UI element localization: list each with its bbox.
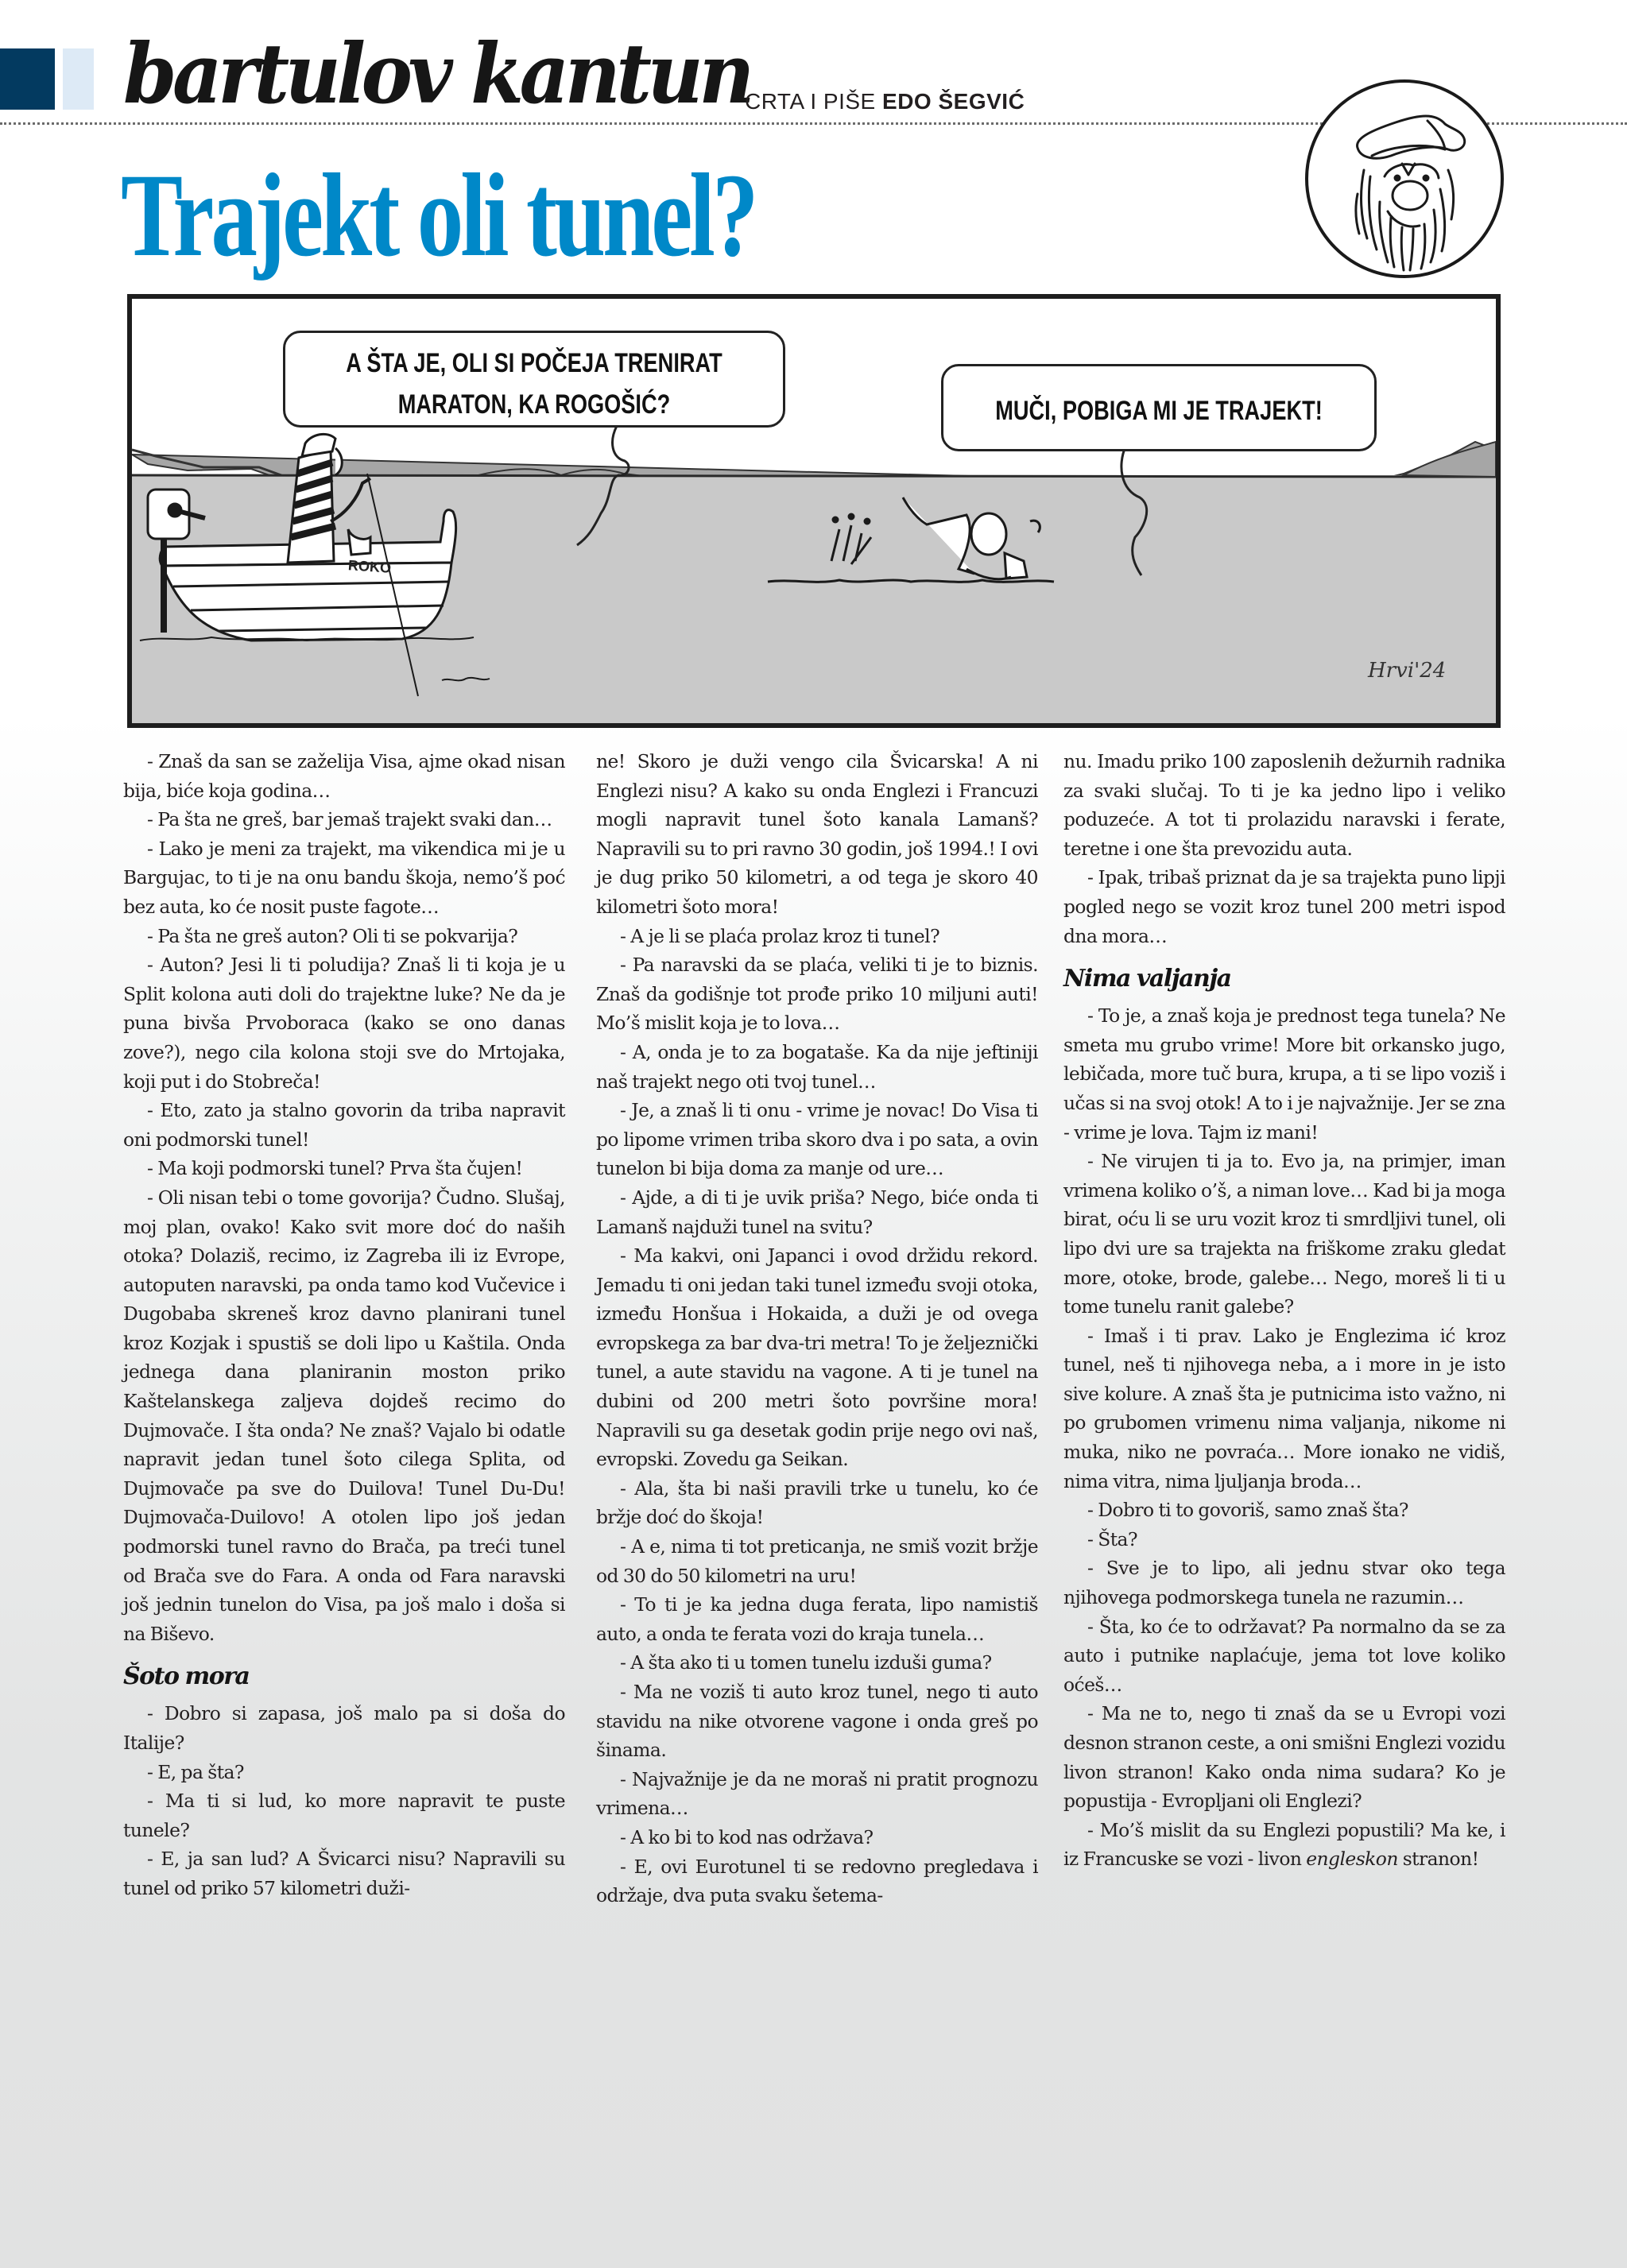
section-color-block-dark [0,48,55,110]
paragraph: - A šta ako ti u tomen tunelu izduši guma? [620,1651,992,1674]
paragraph: - Ma ne voziš ti auto kroz tunel, nego ti auto stavidu na nike otvorene vagone i onda greš po šinama. [596,1681,1038,1762]
article-column-2 [596,747,1038,1910]
paragraph: - Najvažnije je da ne moraš ni pratit prognozu vrimena… [596,1767,1038,1820]
speech-line-1: MUČI, POBIGA MI JE TRAJEKT! [995,396,1323,426]
paragraph-continued: nu. Imadu priko 100 zaposlenih dežurnih radnika za svaki slučaj. To ti je ka jedno lipo i veliko poduzeće. A tot ti prolazidu naravski i ferate, teretne i one šta prevozidu auta. [1063,750,1505,860]
paragraph: - Ma ne to, nego ti znaš da se u Evropi vozi desnon stranon ceste, a oni smišni Englezi vozidu livon stranon! Kako onda nima sudara? Ko je popustija - Evropljani oli Englezi? [1063,1702,1505,1813]
columnist-avatar [1305,79,1504,278]
section-title: bartulov kantun [123,25,751,122]
paragraph: - Ma koji podmorski tunel? Prva šta čujen! [147,1157,523,1180]
paragraph-text: stranon! [1397,1848,1479,1871]
byline [745,90,1025,114]
paragraph: - Znaš da san se zaželija Visa, ajme okad nisan bija, biće koja godina… [123,750,565,802]
paragraph: - E, pa šta? [147,1760,244,1783]
paragraph: - Ipak, tribaš priznat da je sa trajekta puno lipji pogled nego se vozit kroz tunel 200 metri ispod dna mora… [1063,866,1505,947]
speech-line-2: MARATON, KA ROGOŠIĆ? [397,389,671,420]
paragraph: - Ne virujen ti ja to. Evo ja, na primjer, iman vrimena koliko o’š, a niman love… Kad bi ja moga birat, oću li se uru vozit kroz ti smrdljivi tunel, oli lipo dvi ure sa trajekta na friškome zraku gledat more, otoke, brode, galebe… Nego, moreš li ti u tome tunelu ranit galebe? [1063,1150,1505,1318]
paragraph: - Imaš i ti prav. Lako je Englezima ić kroz tunel, neš ti njihovega neba, a i more in je isto sive kolure. A znaš šta je putnicima isto važno, ni po grubomen vrimenu nima valjanja, nikome ni muka, niko ne povraća… More ionako ne vidiš, nima vitra, nima ljuljanja broda… [1063,1324,1505,1492]
paragraph-emphasis: engleskon [1306,1848,1398,1871]
byline-author: EDO ŠEGVIĆ [882,89,1025,114]
paragraph: - Ma kakvi, oni Japanci i ovod držidu rekord. Jemadu ti oni jedan taki tunel između svoji otoka, između Honšua i Hokaida, a duži je od ovega evropskega za bar dva-tri metra! To je željeznički tunel, a aute stavidu na vagone. A ti je tunel na dubini od 200 metri šoto površine mora! Napravili su ga desetak godin prije nego ovi naš, evropski. Zovedu ga Seikan. [596,1244,1038,1471]
speech-line-1: A ŠTA JE, OLI SI POČEJA TRENIRAT [346,348,722,378]
paragraph: - Pa naravski da se plaća, veliki ti je to biznis. Znaš da godišnje tot prođe priko 10 miljuni auti! Mo’š mislit koja je to lova… [596,954,1038,1035]
section-color-block-light [63,48,94,110]
cartoon-panel [127,294,1501,728]
speech-bubble-swimmer [941,364,1377,451]
paragraph: - E, ja san lud? A Švicarci nisu? Napravili su tunel od priko 57 kilometri duži- [123,1848,565,1899]
paragraph: - Ma ti si lud, ko more napravit te puste tunele? [123,1790,565,1841]
bearded-fisherman-portrait-icon [1308,83,1504,278]
subheading: Nima valjanja [1063,965,1231,993]
paragraph: - Ala, šta bi naši pravili trke u tunelu, ko će bržje doć do škoja! [596,1477,1038,1529]
paragraph: - Dobro si zapasa, još malo pa si doša do Italije? [123,1702,565,1754]
paragraph: - Šta? [1087,1527,1137,1550]
paragraph: - Pa šta ne greš auton? Oli ti se pokvarija? [147,924,518,947]
speech-bubble-fisherman [283,331,785,428]
paragraph: - To ti je ka jedna duga ferata, lipo namistiš auto, a onda te ferata vozi do kraja tunela… [596,1593,1038,1645]
paragraph: - Eto, zato ja stalno govorin da triba napravit oni podmorski tunel! [123,1099,565,1151]
paragraph: - Šta, ko će to održavat? Pa normalno da se za auto i putnike naplaćuje, jema tot love koliko oćeš… [1063,1615,1505,1696]
byline-role: CRTA I PIŠE [745,89,876,114]
paragraph: - A e, nima ti tot preticanja, ne smiš vozit bržje od 30 do 50 kilometri na uru! [596,1535,1038,1587]
paragraph: - Oli nisan tebi o tome govorija? Čudno. Slušaj, moj plan, ovako! Kako svit more doć do naših otoka? Dolaziš, recimo, iz Zagreba ili iz Evrope, autoputen naravski, pa onda tamo kod Vučevice i Dugobaba skreneš kroz davno planirani tunel kroz Kozjak i spustiš se doli lipo u Kaštila. Onda jednega dana planiranin moston priko Kaštelanskega zaljeva dojdeš recimo do Dujmovače. I šta onda? Ne znaš? Vajalo bi odatle napravit jedan tunel šoto cilega Splita, od Dujmovače pa sve do Duilova! Tunel Du-Du! Dujmovača-Duilovo! A otolen lipo još jedan podmorski tunel ravno do Brača, pa treći tunel od Brača sve do Fara. A onda od Fara naravski još jednin tunelon do Visa, pa još malo i doša si na Biševo. [123,1186,565,1645]
article-column-3 [1063,747,1505,1874]
paragraph: - Lako je meni za trajekt, ma vikendica mi je u Bargujac, to ti je na onu bandu škoja, nemo’š poć bez auta, ko će nosit puste fagote… [123,837,565,918]
boat-name-label: ROKO [347,557,392,576]
paragraph: - A ko bi to kod nas održava? [620,1825,874,1848]
headline: Trajekt oli tunel? [121,149,756,281]
artist-signature: Hrvi'24 [1368,659,1447,683]
paragraph: - Auton? Jesi li ti poludija? Znaš li ti koja je u Split kolona auti doli do trajektne luke? Ne da je puna bivša Prvoboraca (kako se ono danas zove?), nego cila kolona stoji sve do Mrtojaka, koji put i do Stobreča! [123,954,565,1093]
paragraph-continued: ne! Skoro je duži vengo cila Švicarska! A ni Englezi nisu? A kako su onda Englezi i Francuzi mogli napravit tunel šoto kanala Lamanš? Napravili su to pri ravno 30 godin, još 1994.! I ovi je dug priko 50 kilometri, a od tega je skoro 40 kilometri šoto mora! [596,750,1038,918]
paragraph: - A, onda je to za bogataše. Ka da nije jeftiniji naš trajekt nego oti tvoj tunel… [596,1040,1038,1093]
paragraph: - E, ovi Eurotunel ti se redovno pregledava i održaje, dva puta svaku šetema- [596,1855,1038,1907]
paragraph: - Pa šta ne greš, bar jemaš trajekt svaki dan… [147,808,552,831]
paragraph-text: - Mo’š mislit da su Englezi popustili? Ma ke, i iz Francuske se vozi - livon [1063,1818,1505,1871]
paragraph: - Je, a znaš li ti onu - vrime je novac! Do Visa ti po lipome vrimen triba skoro dva i po sata, a ovin tunelon bi bija doma za manje od ure… [596,1099,1038,1180]
paragraph: - Dobro ti to govoriš, samo znaš šta? [1087,1499,1408,1522]
paragraph: - A je li se plaća prolaz kroz ti tunel? [620,924,940,947]
subheading: Šoto mora [123,1662,250,1691]
paragraph: - Ajde, a di ti je uvik priša? Nego, biće onda ti Lamanš najduži tunel na svitu? [596,1186,1038,1238]
paragraph [1063,1816,1505,1874]
paragraph: - To je, a znaš koja je prednost tega tunela? Ne smeta mu grubo vrime! More bit orkansko jugo, lebičada, more tuč bura, krupa, a ti se lipo voziš i učas si na svoj otok! A to i je najvažnije. Jer se zna - vrime je lova. Tajm iz mani! [1063,1004,1505,1144]
paragraph: - Sve je to lipo, ali jednu stvar oko tega njihovega podmorskega tunela ne razumin… [1063,1557,1505,1609]
article-column-1 [123,747,565,1903]
